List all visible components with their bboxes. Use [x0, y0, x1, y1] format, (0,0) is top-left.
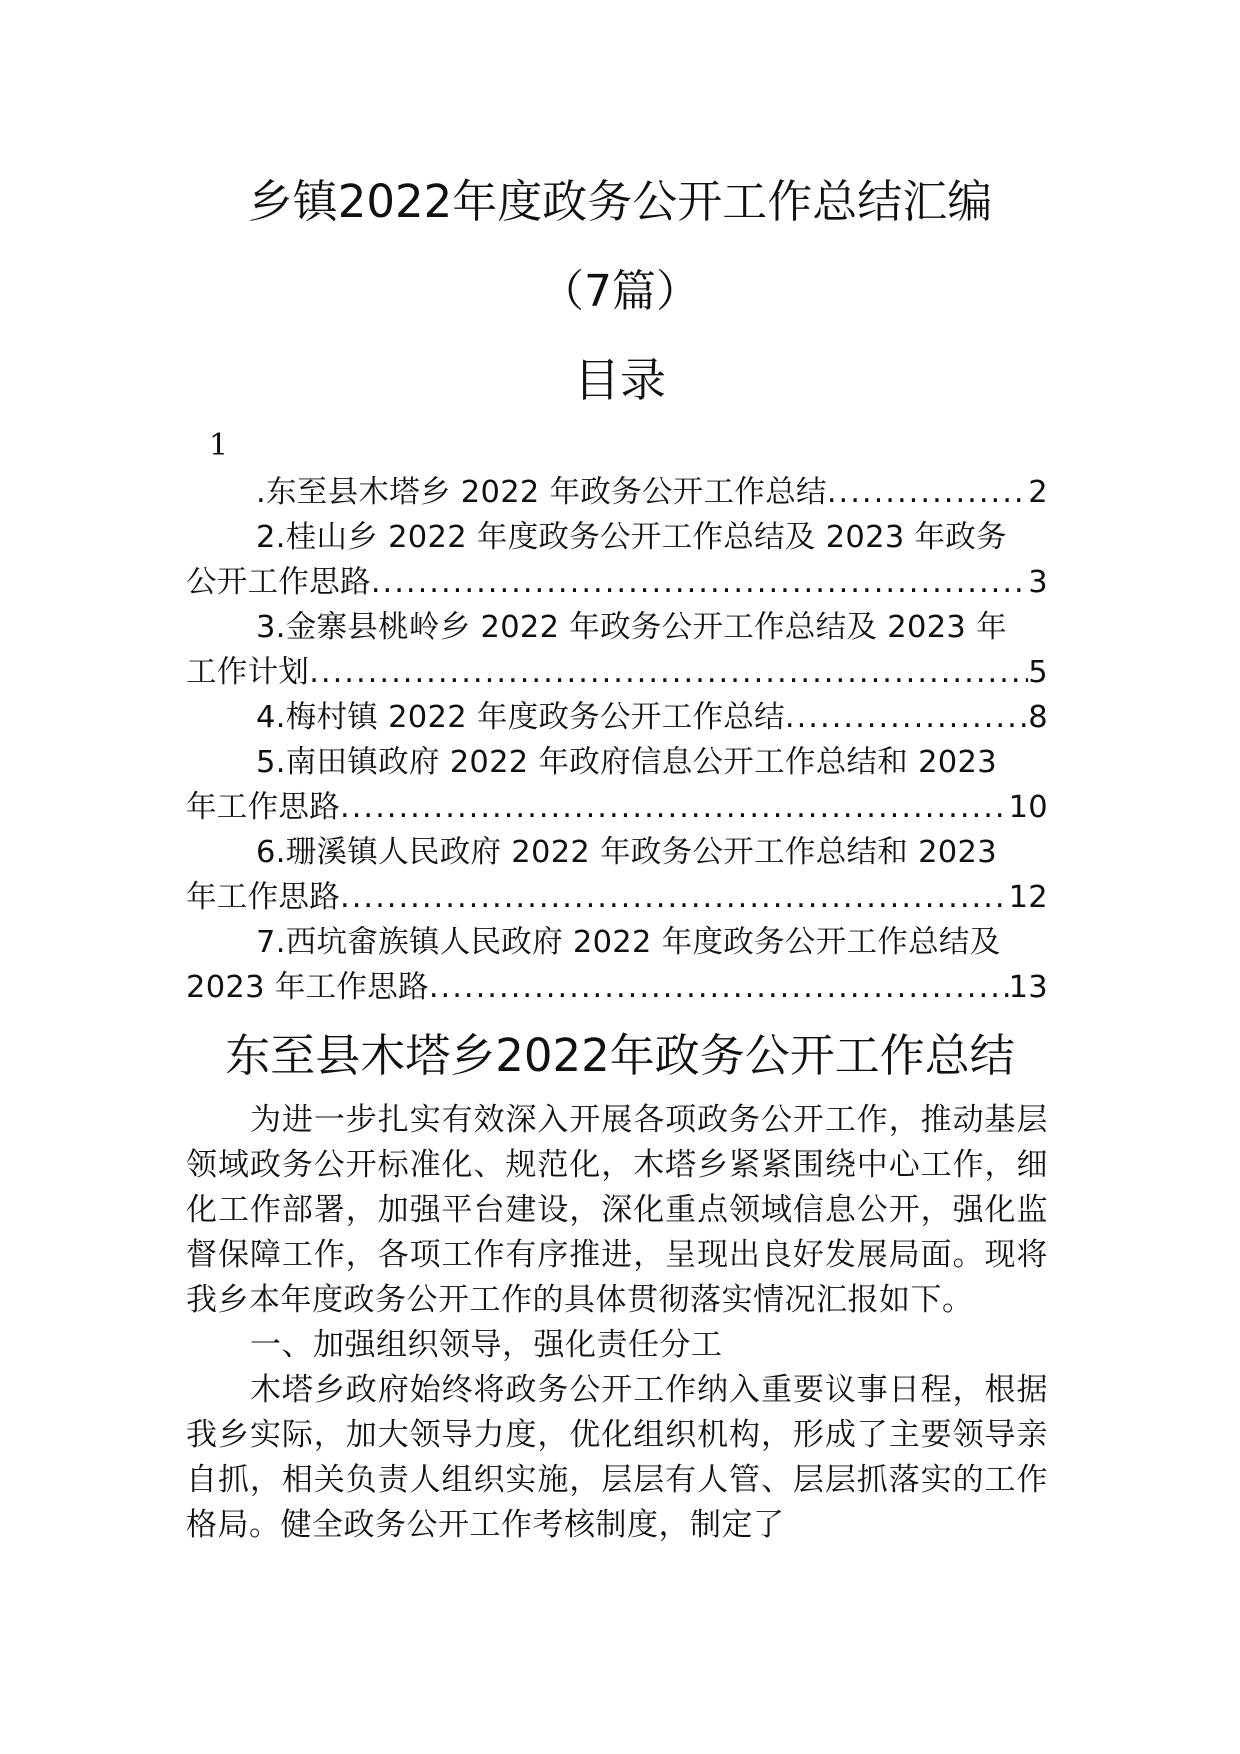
subsection-heading: 一、加强组织领导，强化责任分工	[250, 1327, 723, 1363]
document-subtitle: （7篇）	[540, 266, 700, 317]
toc-leader-dots	[785, 695, 1028, 740]
table-of-contents	[186, 470, 1048, 1010]
toc-entry[interactable]	[186, 515, 1048, 605]
toc-page-number: 5	[1028, 655, 1048, 690]
body-paragraph: 为进一步扎实有效深入开展各项政务公开工作，推动基层领域政务公开标准化、规范化，木塔乡紧紧围绕中心工作，细化工作部署，加强平台建设，深化重点领域信息公开，强化监督保障工作，各项工作有序推进，呈现出良好发展局面。现将我乡本年度政务公开工作的具体贯彻落实情况汇报如下。	[186, 1102, 1048, 1318]
toc-entry-title: 4.梅村镇 2022 年度政务公开工作总结	[256, 700, 785, 735]
toc-leader-dots	[340, 875, 1009, 920]
toc-leader-dots	[827, 470, 1028, 515]
toc-page-number: 10	[1008, 790, 1048, 825]
toc-heading: 目录	[574, 353, 666, 407]
toc-entry[interactable]	[186, 830, 1048, 920]
toc-leader-dots	[429, 965, 1009, 1010]
toc-page-number: 8	[1028, 700, 1048, 735]
toc-entry-title-cont: 公开工作思路	[186, 565, 371, 600]
section-body	[186, 1098, 1048, 1548]
toc-entry-title: 3.金寨县桃岭乡 2022 年政务公开工作总结及 2023 年	[256, 610, 1007, 645]
toc-entry-title-cont: 年工作思路	[186, 880, 340, 915]
toc-entry-title-cont: 2023 年工作思路	[186, 970, 429, 1005]
body-paragraph: 木塔乡政府始终将政务公开工作纳入重要议事日程，根据我乡实际，加大领导力度，优化组织机构，形成了主要领导亲自抓，相关负责人组织实施，层层有人管、层层抓落实的工作格局。健全政务公开工作考核制度，制定了	[186, 1372, 1048, 1543]
toc-page-number: 12	[1008, 880, 1048, 915]
toc-entry-title: 2.桂山乡 2022 年度政务公开工作总结及 2023 年政务	[256, 520, 1007, 555]
toc-entry-title-cont: 工作计划	[186, 655, 310, 690]
toc-entry[interactable]	[186, 695, 1048, 740]
toc-entry[interactable]	[186, 470, 1048, 515]
toc-page-number: 2	[1028, 475, 1048, 510]
toc-leader-dots	[340, 785, 1009, 830]
toc-leader-dots	[371, 560, 1028, 605]
toc-leader-dots	[309, 650, 1028, 695]
toc-entry[interactable]	[186, 920, 1048, 1010]
toc-entry-title: 6.珊溪镇人民政府 2022 年政务公开工作总结和 2023	[256, 835, 997, 870]
toc-entry-title-cont: 年工作思路	[186, 790, 340, 825]
section-title: 东至县木塔乡2022年政务公开工作总结	[225, 1029, 1015, 1082]
toc-marker: 1	[209, 428, 229, 463]
document-title: 乡镇2022年度政务公开工作总结汇编	[247, 175, 993, 228]
toc-entry-title: 5.南田镇政府 2022 年政府信息公开工作总结和 2023	[256, 745, 997, 780]
toc-entry-title: .东至县木塔乡 2022 年政务公开工作总结	[256, 475, 827, 510]
toc-page-number: 3	[1028, 565, 1048, 600]
toc-page-number: 13	[1008, 970, 1048, 1005]
toc-entry[interactable]	[186, 740, 1048, 830]
toc-entry[interactable]	[186, 605, 1048, 695]
toc-entry-title: 7.西坑畲族镇人民政府 2022 年度政务公开工作总结及	[256, 925, 1001, 960]
